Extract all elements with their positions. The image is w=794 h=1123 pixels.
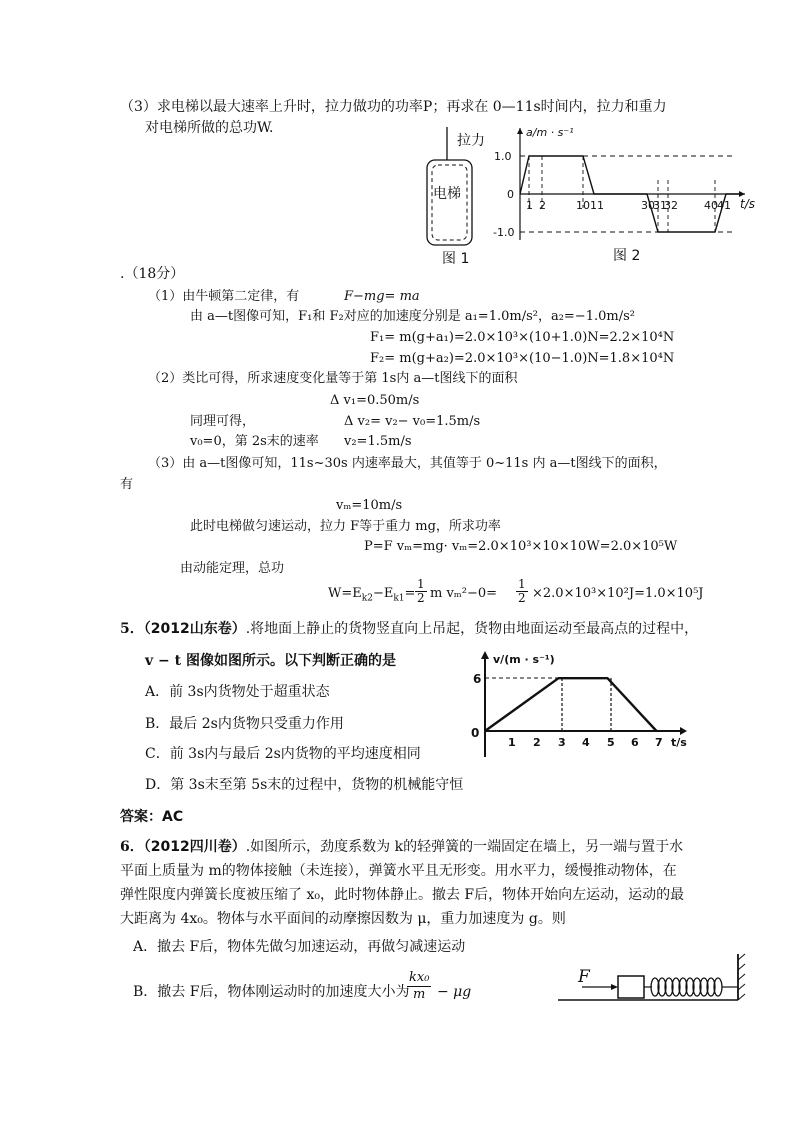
- q5-stem-text: .将地面上静止的货物竖直向上吊起，货物由地面运动至最高点的过程中，: [245, 621, 699, 637]
- q5-answer: 答案：AC: [120, 809, 184, 825]
- x-axis-label: t/s: [740, 197, 755, 211]
- q5-number: 5．: [120, 621, 144, 637]
- solution-line-10: 有: [120, 477, 134, 492]
- half-denominator: 2: [417, 591, 425, 605]
- solution-line-5: （2）类比可得，所求速度变化量等于第 1s内 a—t图线下的面积: [148, 371, 518, 386]
- q3-line2: 对电梯所做的总功W.: [145, 120, 274, 136]
- q6-number: 6．: [120, 839, 144, 855]
- y-tick-neg1: -1.0: [493, 226, 515, 239]
- x-tick-5: 5: [607, 736, 615, 749]
- q6-source: （2012四川卷）: [143, 839, 246, 855]
- solution-line-4: F₂= m(g+a₂)=2.0×10³×(10−1.0)N=1.8×10⁴N: [370, 351, 675, 366]
- solution-line-1b: F−mg= ma: [344, 289, 420, 304]
- solution-line-7b: Δ v₂= v₂− v₀=1.5m/s: [344, 414, 481, 429]
- spring-figure: [550, 950, 760, 1010]
- x-tick-2: 2: [533, 736, 541, 749]
- x-tick-32: 32: [664, 199, 678, 212]
- elevator-label: 电梯: [433, 186, 461, 202]
- x-tick-11: 11: [590, 199, 604, 212]
- work-ek2-sub: k2: [361, 593, 373, 604]
- x-tick-7: 7: [655, 736, 663, 749]
- half-numerator: 1: [417, 577, 425, 591]
- x-tick-3: 3: [558, 736, 566, 749]
- work-w-ek: W=E: [328, 586, 362, 601]
- solution-header: .（18分）: [120, 266, 185, 282]
- figure-2-caption: 图 2: [613, 248, 641, 264]
- x-tick-4: 4: [582, 736, 590, 749]
- wall-hatch: [738, 954, 745, 1000]
- y-axis-arrow: [517, 128, 523, 134]
- force-label: F: [578, 967, 590, 987]
- q6-line-1: [120, 838, 683, 856]
- fraction-numerator: kx₀: [409, 970, 430, 985]
- work-formula-mid: m vₘ²−0=: [430, 586, 498, 601]
- x-tick-41: 41: [717, 199, 731, 212]
- figure-vt-chart: [465, 645, 695, 765]
- q6-line-4: 大距离为 4x₀。物体与水平面间的动摩擦因数为 μ，重力加速度为 g。则: [120, 911, 566, 927]
- x-axis-label: t/s: [671, 736, 687, 749]
- solution-line-1: （1）由牛顿第二定律，有: [148, 289, 300, 304]
- half-denominator-2: 2: [518, 591, 526, 605]
- q5-stem-2: v − t 图像如图所示。以下判断正确的是: [145, 653, 396, 669]
- origin-label: 0: [471, 726, 480, 740]
- solution-line-12: 此时电梯做匀速运动，拉力 F等于重力 mg，所求功率: [190, 519, 501, 534]
- x-tick-1: 1: [526, 199, 533, 212]
- block: [618, 976, 644, 998]
- force-label: 拉力: [457, 133, 485, 149]
- y-tick-6: 6: [473, 672, 482, 686]
- work-ek1-sub: k1: [393, 593, 405, 604]
- y-axis-label: a/m · s⁻¹: [526, 126, 574, 139]
- y-axis-label: v/(m · s⁻¹): [493, 653, 555, 666]
- spring-coils: [651, 978, 722, 996]
- solution-line-3: F₁= m(g+a₁)=2.0×10³×(10+1.0)N=2.2×10⁴N: [370, 330, 675, 345]
- y-tick-1: 1.0: [494, 150, 512, 163]
- x-tick-2: 2: [539, 199, 546, 212]
- solution-line-7a: 同理可得，: [190, 414, 256, 429]
- work-half-fraction-2: [516, 578, 528, 605]
- q5-source: （2012山东卷）: [143, 621, 246, 637]
- work-minus-ek: −E: [372, 586, 394, 601]
- y-axis-arrow: [481, 651, 489, 659]
- x-axis-arrow: [680, 727, 687, 735]
- solution-line-9: （3）由 a—t图像可知，11s~30s 内速率最大，其值等于 0~11s 内 a—t图线下的面积，: [148, 456, 667, 471]
- x-tick-6: 6: [631, 736, 639, 749]
- q6-option-b-fraction: [407, 970, 431, 1003]
- q5-stem-1: [120, 620, 698, 638]
- x-tick-40: 40: [704, 199, 718, 212]
- velocity-series-line: [485, 678, 657, 731]
- work-formula-end: ×2.0×10³×10²J=1.0×10⁵J: [532, 586, 704, 601]
- figure-2-at-chart: [490, 120, 770, 250]
- solution-line-11: vₘ=10m/s: [336, 498, 403, 513]
- q6-line-2: 平面上质量为 m的物体接触（未连接），弹簧水平且无形变。用水平力，缓慢推动物体，在: [120, 863, 677, 879]
- solution-line-8b: v₂=1.5m/s: [344, 434, 412, 449]
- q6-option-a: A．撤去 F后，物体先做匀加速运动，再做匀减速运动: [133, 939, 466, 955]
- solution-line-13: P=F vₘ=mg· vₘ=2.0×10³×10×10W=2.0×10⁵W: [364, 539, 678, 554]
- solution-line-6: Δ v₁=0.50m/s: [330, 393, 420, 408]
- fraction-denominator: m: [413, 987, 426, 1002]
- solution-line-2: 由 a—t图像可知，F₁和 F₂对应的加速度分别是 a₁=1.0m/s²，a₂=−1.0m/s²: [190, 309, 635, 324]
- q5-option-c: C．前 3s内与最后 2s内货物的平均速度相同: [145, 746, 421, 762]
- force-arrow-head: [611, 984, 618, 990]
- q6-option-b: B．撤去 F后，物体刚运动时的加速度大小为: [133, 984, 410, 1000]
- q5-option-d: D．第 3s末至第 5s末的过程中，货物的机械能守恒: [145, 777, 464, 793]
- y-tick-0: 0: [507, 188, 514, 201]
- q6-text-1: .如图所示，劲度系数为 k的轻弹簧的一端固定在墙上，另一端与置于水: [245, 839, 684, 855]
- work-equals: =: [404, 586, 416, 601]
- work-half-fraction-1: [415, 578, 427, 605]
- x-tick-10: 10: [576, 199, 590, 212]
- q6-line-3: 弹性限度内弹簧长度被压缩了 x₀，此时物体静止。撤去 F后，物体开始向左运动，运动的最: [120, 887, 685, 903]
- q5-option-a: A．前 3s内货物处于超重状态: [145, 684, 330, 700]
- x-tick-1: 1: [508, 736, 516, 749]
- work-formula-start: [328, 585, 415, 608]
- q5-option-b: B．最后 2s内货物只受重力作用: [145, 716, 344, 732]
- q6-option-b-tail: − μg: [437, 984, 472, 1000]
- q3-line1: （3）求电梯以最大速率上升时，拉力做功的功率P；再求在 0—11s时间内，拉力和重力: [120, 99, 667, 115]
- figure-1-caption: 图 1: [442, 251, 470, 267]
- solution-line-14: 由动能定理，总功: [180, 561, 285, 576]
- x-tick-31: 31: [653, 199, 667, 212]
- solution-line-8a: v₀=0，第 2s末的速率: [190, 434, 319, 449]
- half-numerator-2: 1: [518, 577, 526, 591]
- x-tick-30: 30: [641, 199, 655, 212]
